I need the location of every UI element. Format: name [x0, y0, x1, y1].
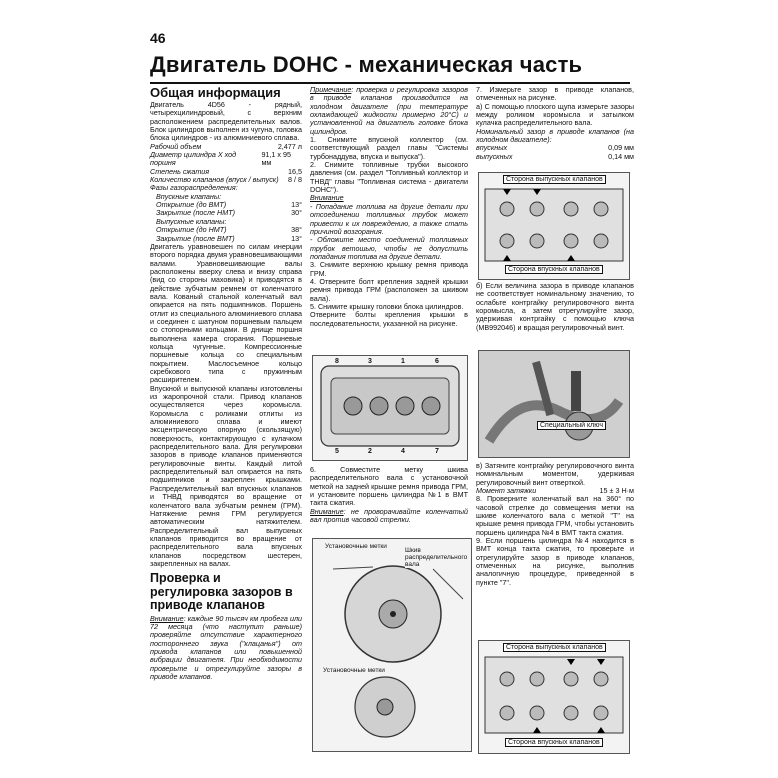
- step-2: 2. Снимите топливные трубки высокого давления (см. раздел "Топливный коллектор и ТНВД" главы "Топливная система - двигатели DOHC").: [310, 160, 468, 195]
- step-7b: б) Если величина зазора в приводе клапанов не соответствует номинальному значению, то ослабьте контргайку регулировочного винта коромысла, а затем отрегулируйте зазор, удерживая контргайку с помощью ключа (MB992046) и вращая регулировочный винт.: [476, 281, 634, 332]
- valve-diagram-1: [479, 173, 629, 279]
- valve-gap-figure-1: [478, 172, 630, 280]
- step-8: 8. Проверните коленчатый вал на 360° по часовой стрелке до совмещения метки на шкиве коленчатого вала с меткой "T" на крышке ремня привода ГРМ, чтобы установить поршень цилиндра №4 в ВМТ такта сжатия.: [476, 494, 634, 537]
- section-heading-general: Общая информация: [150, 85, 281, 100]
- step-6: 6. Совместите метку шкива распределительного вала с установочной меткой на задней крышке ремня привода ГРМ, и установите поршень цилиндра №1 в ВМТ такта сжатия.: [310, 465, 468, 508]
- note-paragraph: Примечание: проверка и регулировка зазоров в приводе клапанов производится на холодном двигателе (при температуре охлаждающей жидкости примерно 20°C) и установленной на двигатель головке блока цилиндров.: [310, 85, 468, 136]
- bolt-number: 6: [435, 358, 439, 365]
- torque-row: Момент затяжки 15 ± 3 Н·м: [476, 486, 634, 496]
- step-5-note: Отверните болты крепления крышки в последовательности, указанной на рисунке.: [310, 310, 468, 328]
- exhaust-side-label: Сторона выпускных клапанов: [503, 643, 606, 652]
- valve-cover-figure: [312, 355, 468, 461]
- warning-paragraph-2: Внимание: не проворачивайте коленчатый вал против часовой стрелки.: [310, 506, 468, 525]
- camshaft-pulley-label: Шкив распределительного вала: [405, 547, 468, 568]
- bolt-number: 1: [401, 358, 405, 365]
- nominal-gap-heading: Номинальный зазор в приводе клапанов (на холодном двигателе):: [476, 126, 634, 145]
- timing-marks-label-2: Установочные метки: [323, 667, 385, 674]
- intake-side-label: Сторона впускных клапанов: [505, 738, 603, 747]
- bolt-number: 4: [401, 448, 405, 455]
- gap-row: выпускных 0,14 мм: [476, 151, 634, 161]
- spec-row: Рабочий объем 2,477 л: [150, 141, 302, 151]
- title-rule: [150, 82, 630, 84]
- warning-bullet-2: - Обложите место соединений топливных трубок ветошью, чтобы не допустить попадания топлива на другие детали.: [310, 235, 468, 261]
- intro-paragraph: Двигатель 4D56 - рядный, четырехцилиндровый, с верхним расположением распределительных валов. Блок цилиндров выполнен из чугуна, головка блока цилиндров - из алюминиевого сплава.: [150, 100, 302, 143]
- spec-row: Количество клапанов (впуск / выпуск) 8 / 8: [150, 175, 302, 185]
- page-title: Двигатель DOHC - механическая часть: [150, 52, 583, 77]
- spec-row: Открытие (до НМТ) 38°: [156, 225, 302, 235]
- spec-row: Закрытие (после ВМТ) 13°: [156, 233, 302, 243]
- timing-marks-label: Установочные метки: [325, 543, 387, 550]
- exhaust-heading: Выпускные клапаны:: [156, 216, 227, 226]
- valve-cover-drawing: [313, 356, 467, 460]
- column-1: [150, 86, 302, 682]
- page-number: 46: [150, 30, 166, 46]
- exhaust-side-label: Сторона выпускных клапанов: [503, 175, 606, 184]
- warning-bullet-1: - Попадание топлива на другие детали при отсоединении топливных трубок может привести к их повреждению, а также стать причиной возгорания.: [310, 201, 468, 236]
- intake-heading: Впускные клапаны:: [156, 191, 222, 201]
- column-2-lower: [310, 466, 468, 524]
- section-heading-valve-check: Проверка и регулировка зазоров в приводе клапанов: [150, 571, 293, 613]
- timing-drawing: [313, 539, 471, 751]
- warning-paragraph: Внимание: каждые 90 тысяч км пробега или 72 месяца (что наступит раньше) проверяйте отсутствие характерного постороннего звука ("клацанья") от привода клапанов или повышенной вибрации двигателя. При необходимости проверьте и отрегулируйте зазоры в приводе клапанов.: [150, 613, 302, 682]
- special-wrench-label: Специальный ключ: [537, 421, 606, 430]
- valve-diagram-2: [479, 641, 629, 753]
- spec-row: Степень сжатия 16,5: [150, 166, 302, 176]
- step-7: 7. Измерьте зазор в приводе клапанов, отмеченных на рисунке.: [476, 85, 634, 103]
- bolt-number: 8: [335, 358, 339, 365]
- timing-heading: Фазы газораспределения:: [150, 183, 238, 193]
- bolt-number: 3: [368, 358, 372, 365]
- valve-gap-figure-2: [478, 640, 630, 754]
- step-5: 5. Снимите крышку головки блока цилиндров.: [310, 301, 464, 311]
- column-3-b: [476, 282, 634, 332]
- step-9: 9. Если поршень цилиндра №4 находится в ВМТ конца такта сжатия, то проверьте и отрегулируйте зазор в приводе клапанов, отмеченных на рисунке, выполнив аналогичную процедуре, приведенной в пункте "7".: [476, 536, 634, 587]
- step-7a: а) С помощью плоского щупа измерьте зазоры между роликом коромысла и затылком кулачка распределительного вала.: [476, 101, 634, 128]
- step-4: 4. Отверните болт крепления задней крышки ремня привода ГРМ (расположен за шкивом вала).: [310, 276, 468, 303]
- spec-row: Диаметр цилиндра X ход поршня 91,1 x 95 мм: [150, 150, 292, 168]
- body-paragraph-1: Двигатель уравновешен по силам инерции второго порядка двумя уравновешивающими валами. Уравновешивающие валы расположены вверху слева и внизу справа (вид со стороны маховика) и приводятся в действие зубчатым ремнем от коленчатого вала. Кованый стальной коленчатый вал опирается на пять подшипников. Поршень отлит из специального алюминиевого сплава и соединен с шатуном поршневым пальцем со стопорными кольцами. В днище поршня выполнена камера сгорания. Поршневые кольца чугунные. Компрессионные поршневые кольца со специальным покрытием. Маслосъемное кольцо скребкового типа с пружинным расширителем.: [150, 241, 302, 385]
- step-7c: в) Затяните контргайку регулировочного винта номинальным моментом, удерживая регулировочный винт отверткой.: [476, 461, 634, 487]
- step-3: 3. Снимите верхнюю крышку ремня привода ГРМ.: [310, 260, 468, 278]
- spec-row: Закрытие (после НМТ) 30°: [156, 208, 302, 218]
- bolt-number: 7: [435, 448, 439, 455]
- gap-row: впускных 0,09 мм: [476, 143, 634, 153]
- bolt-number: 2: [368, 448, 372, 455]
- spec-row: Открытие (до ВМТ) 13°: [156, 200, 302, 210]
- body-paragraph-2: Впускной и выпускной клапаны изготовлены из жаропрочной стали. Привод клапанов осуществляется через коромысла. Коромысла с роликами отлиты из алюминиевого сплава и имеют эксцентрическую опорную (скользящую) поверхность, контактирующую с кулачком распределительного вала. Для регулировки зазоров в приводе клапанов применяются регулировочные винты. Каждый литой распределительный вал опирается на пять подшипников и закреплен крышками. Распределительный вал впускных клапанов и ТНВД приводятся во вращение от коленчатого вала зубчатым ремнем (ГРМ). Натяжение ремня ГРМ регулируется автоматическим натяжителем. Распределительный вал выпускных клапанов приводится во вращение от распределительного вала впускных клапанов посредством шестерен, закрепленных на валах.: [150, 383, 302, 568]
- timing-marks-figure: [312, 538, 472, 752]
- adjustment-drawing: [479, 351, 629, 457]
- bolt-number: 5: [335, 448, 339, 455]
- column-3: [476, 86, 634, 161]
- intake-side-label: Сторона впускных клапанов: [505, 265, 603, 274]
- step-1: 1. Снимите впускной коллектор (см. соответствующий раздел главы "Системы турбонаддува, впуска и выпуска").: [310, 135, 468, 161]
- column-3-c: [476, 462, 634, 587]
- column-2: [310, 86, 468, 328]
- warning-label: Внимание: [310, 193, 344, 203]
- adjustment-figure: [478, 350, 630, 458]
